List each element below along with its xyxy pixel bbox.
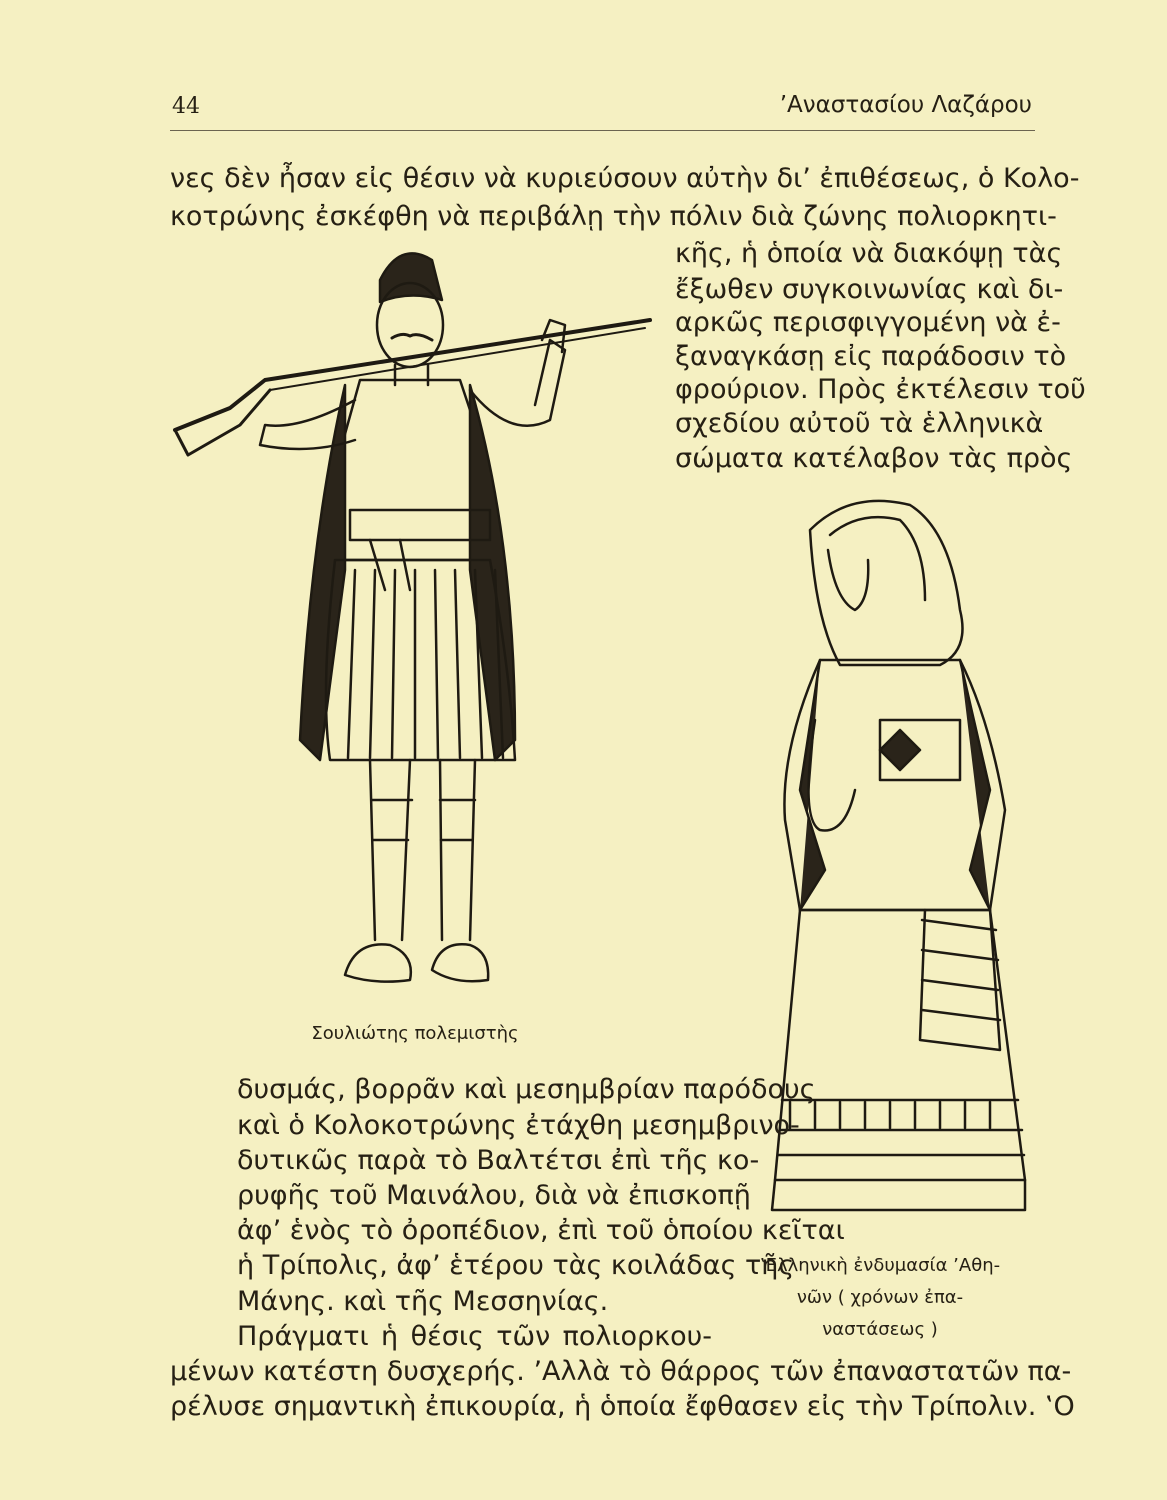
- text-line: φρούριον. Πρὸς ἐκτέλεσιν τοῦ: [675, 374, 1086, 405]
- text-line: καὶ ὁ Κολοκοτρώνης ἐτάχθη μεσημβρινο-: [237, 1110, 800, 1141]
- text-line: Μάνης. καὶ τῆς Μεσσηνίας.: [237, 1286, 609, 1317]
- text-line: κῆς, ἡ ὁποία νὰ διακόψῃ τὰς: [675, 238, 1063, 269]
- text-line: ἡ Τρίπολις, ἀφ’ ἑτέρου τὰς κοιλάδας τῆς: [237, 1250, 795, 1281]
- text-line: κοτρώνης ἐσκέφθη νὰ περιβάλῃ τὴν πόλιν διὰ ζώνης πολιορκητι-: [170, 201, 1057, 232]
- athenian-costume-illustration: [760, 490, 1040, 1230]
- text-line: δυτικῶς παρὰ τὸ Βαλτέτσι ἐπὶ τῆς κο-: [237, 1145, 760, 1176]
- text-line: δυσμάς, βορρᾶν καὶ μεσημβρίαν παρόδους: [237, 1074, 816, 1105]
- header-rule: [170, 130, 1035, 131]
- athenian-caption-line: ναστάσεως ): [822, 1319, 938, 1340]
- souliote-warrior-illustration: [170, 240, 660, 1010]
- text-line: μένων κατέστη δυσχερής. ’Αλλὰ τὸ θάρρος τῶν ἐπαναστατῶν πα-: [170, 1356, 1072, 1387]
- athenian-caption-line: νῶν ( χρόνων ἐπα-: [796, 1287, 964, 1308]
- page-number: 44: [172, 94, 200, 119]
- souliote-caption: Σουλιώτης πολεμιστὴς: [311, 1023, 519, 1044]
- text-line: ρυφῆς τοῦ Μαινάλου, διὰ νὰ ἐπισκοπῇ: [237, 1180, 751, 1211]
- text-line: αρκῶς περισφιγγομένη νὰ ἐ-: [675, 307, 1061, 338]
- text-line: ἔξωθεν συγκοινωνίας καὶ δι-: [675, 274, 1064, 305]
- text-line: ἀφ’ ἑνὸς τὸ ὀροπέδιον, ἐπὶ τοῦ ὁποίου κεῖται: [237, 1215, 845, 1246]
- text-line: ρέλυσε σημαντικὴ ἐπικουρία, ἡ ὁποία ἔφθασεν εἰς τὴν Τρίπολιν. ‛Ο: [170, 1391, 1075, 1422]
- text-line: ξαναγκάσῃ εἰς παράδοσιν τὸ: [675, 341, 1067, 372]
- text-line: σώματα κατέλαβον τὰς πρὸς: [675, 443, 1073, 474]
- text-line: νες δὲν ἦσαν εἰς θέσιν νὰ κυριεύσουν αὐτὴν δι’ ἐπιθέσεως, ὁ Κολο-: [170, 163, 1080, 194]
- athenian-caption-line: ‛Ελληνικὴ ἐνδυμασία ’Αθη-: [759, 1255, 1001, 1276]
- text-line: σχεδίου αὐτοῦ τὰ ἑλληνικὰ: [675, 408, 1044, 439]
- text-line: Πράγματι ἡ θέσις τῶν πολιορκου-: [237, 1321, 712, 1352]
- running-title: ’Αναστασίου Λαζάρου: [779, 92, 1032, 118]
